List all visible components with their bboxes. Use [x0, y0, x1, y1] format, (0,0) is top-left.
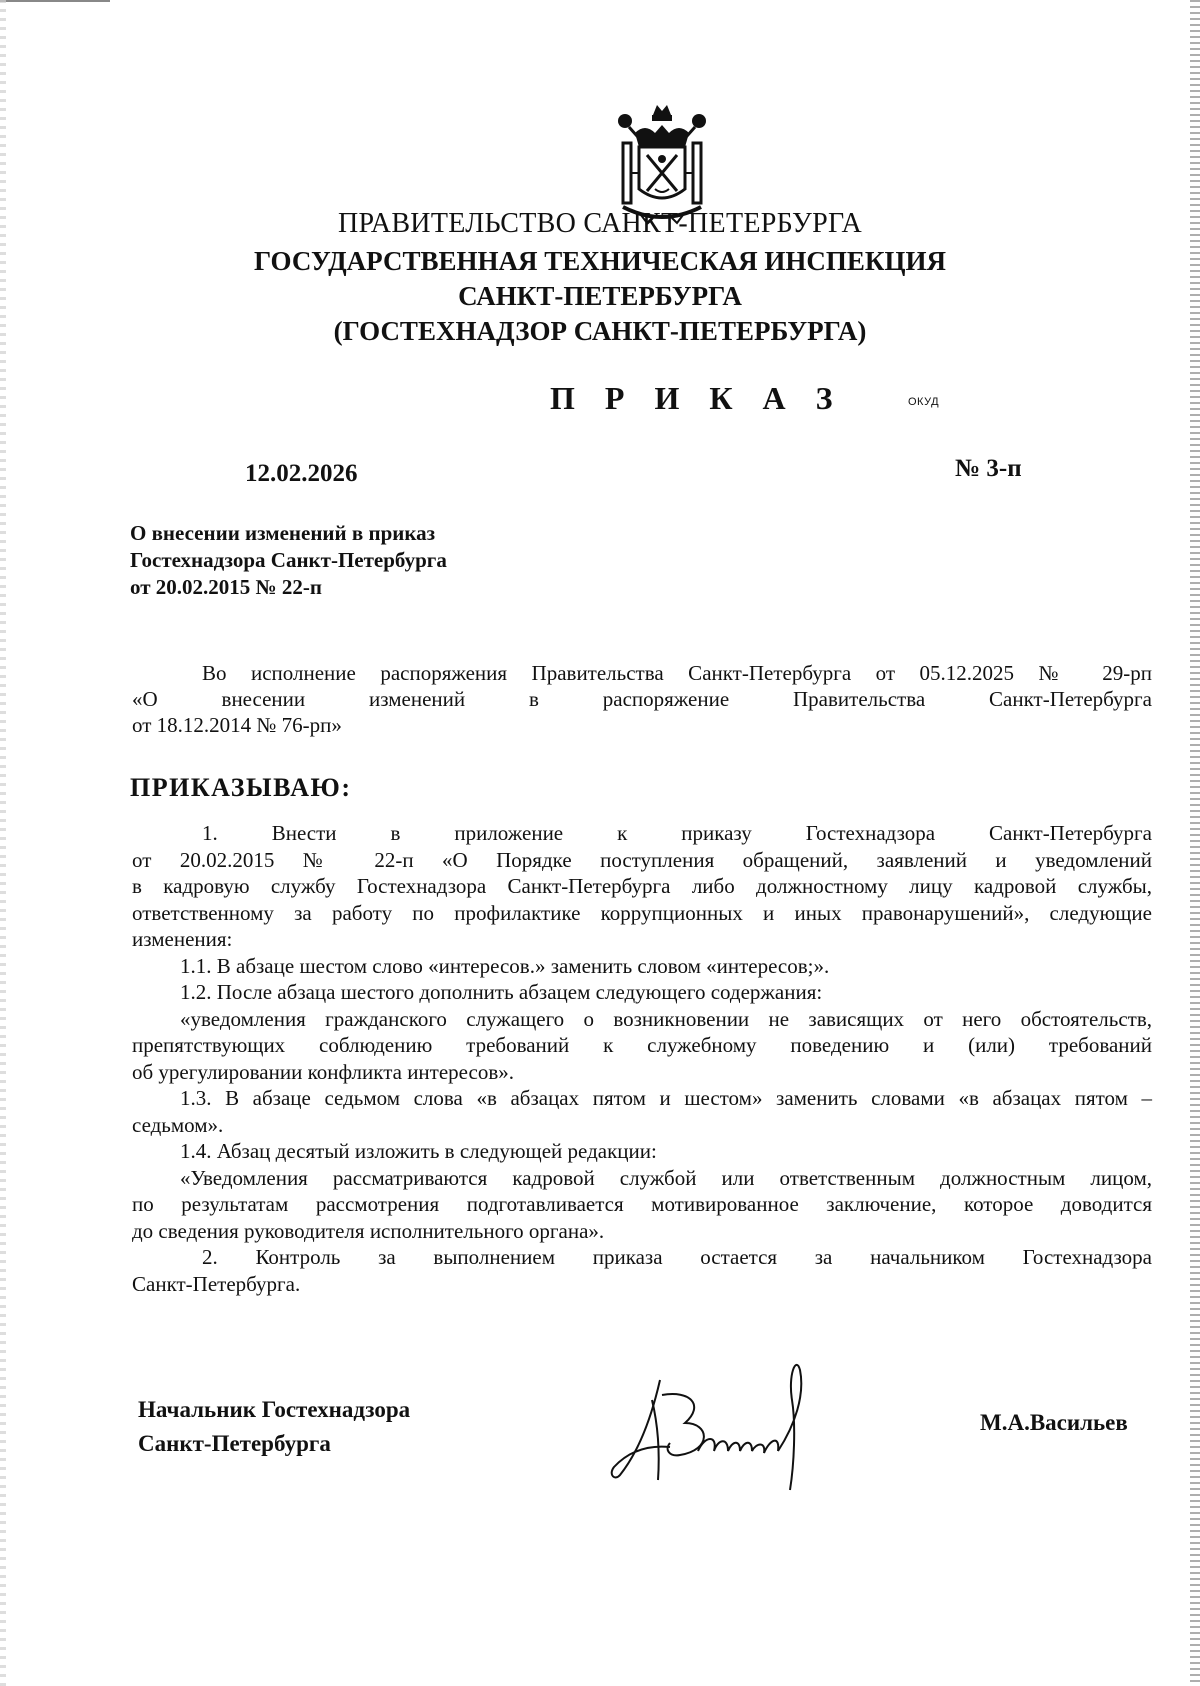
document-number: № 3-п: [955, 455, 1022, 482]
spb-coat-of-arms-icon: [615, 103, 709, 225]
basis-line: от 18.12.2014 № 76-рп»: [132, 713, 342, 737]
body-line: 2. Контроль за выполнением приказа остается за начальником Гостехнадзора: [202, 1245, 1152, 1269]
document-date: 12.02.2026: [245, 460, 358, 487]
body-line: «Уведомления рассматриваются кадровой службой или ответственным должностным лицом,: [180, 1165, 1152, 1190]
body-line: 1.1. В абзаце шестом слово «интересов.» заменить словом «интересов;».: [180, 953, 830, 978]
body-line: 1.2. После абзаца шестого дополнить абзацем следующего содержания:: [180, 980, 823, 1004]
signatory-position: [138, 1393, 410, 1461]
body-line: ответственному за работу по профилактике коррупционных и иных правонарушений», следующие: [132, 900, 1152, 925]
organization-name-line1: ГОСУДАРСТВЕННАЯ ТЕХНИЧЕСКАЯ ИНСПЕКЦИЯ: [254, 246, 946, 276]
scan-edge-top: [0, 0, 110, 2]
subject-line: от 20.02.2015 № 22-п: [130, 575, 322, 599]
body-line: седьмом».: [132, 1112, 224, 1137]
document-type: П Р И К А З: [550, 380, 844, 416]
body-line: 1. Внести в приложение к приказу Гостехнадзора Санкт-Петербурга: [202, 821, 1152, 845]
decree-word: ПРИКАЗЫВАЮ:: [130, 773, 352, 802]
body-line: в кадровую службу Гостехнадзора Санкт-Петербурга либо должностному лицу кадровой службы,: [132, 874, 1152, 898]
body-line: препятствующих соблюдению требований к служебному поведению и (или) требований: [132, 1033, 1152, 1057]
okud-label: ОКУД: [908, 396, 940, 408]
organization-name-line2: САНКТ-ПЕТЕРБУРГА: [458, 281, 742, 311]
order-body: [132, 820, 1152, 1297]
body-line: 1.4. Абзац десятый изложить в следующей редакции:: [180, 1139, 657, 1163]
body-line: изменения:: [132, 927, 233, 951]
basis-line: «О внесении изменений в распоряжение Правительства Санкт-Петербурга: [132, 687, 1152, 711]
body-line: по результатам рассмотрения подготавливается мотивированное заключение, которое доводится: [132, 1192, 1152, 1216]
body-line: от 20.02.2015 № 22-п «О Порядке поступления обращений, заявлений и уведомлений: [132, 847, 1152, 872]
handwritten-signature-icon: [600, 1355, 840, 1495]
subject-line: Гостехнадзора Санкт-Петербурга: [130, 548, 447, 572]
body-line: «уведомления гражданского служащего о возникновении не зависящих от него обстоятельств,: [180, 1006, 1152, 1031]
body-line: Санкт-Петербурга.: [132, 1271, 301, 1296]
basis-paragraph: [132, 660, 1152, 738]
body-line: 1.3. В абзаце седьмом слова «в абзацах пятом и шестом» заменить словами «в абзацах пятом –: [180, 1086, 1152, 1110]
signatory-position-line: Начальник Гостехнадзора: [138, 1397, 411, 1422]
body-line: до сведения руководителя исполнительного органа».: [132, 1218, 605, 1243]
body-line: об урегулировании конфликта интересов».: [132, 1059, 514, 1084]
signatory-name: М.А.Васильев: [980, 1410, 1128, 1435]
organization-name-line3: (ГОСТЕХНАДЗОР САНКТ-ПЕТЕРБУРГА): [333, 316, 867, 346]
document-subject: [130, 520, 447, 601]
government-name: ПРАВИТЕЛЬСТВО САНКТ-ПЕТЕРБУРГА: [338, 208, 862, 239]
signatory-position-line: Санкт-Петербурга: [138, 1431, 331, 1456]
subject-line: О внесении изменений в приказ: [130, 521, 436, 545]
basis-line: Во исполнение распоряжения Правительства Санкт-Петербурга от 05.12.2025 № 29-рп: [202, 661, 1152, 685]
